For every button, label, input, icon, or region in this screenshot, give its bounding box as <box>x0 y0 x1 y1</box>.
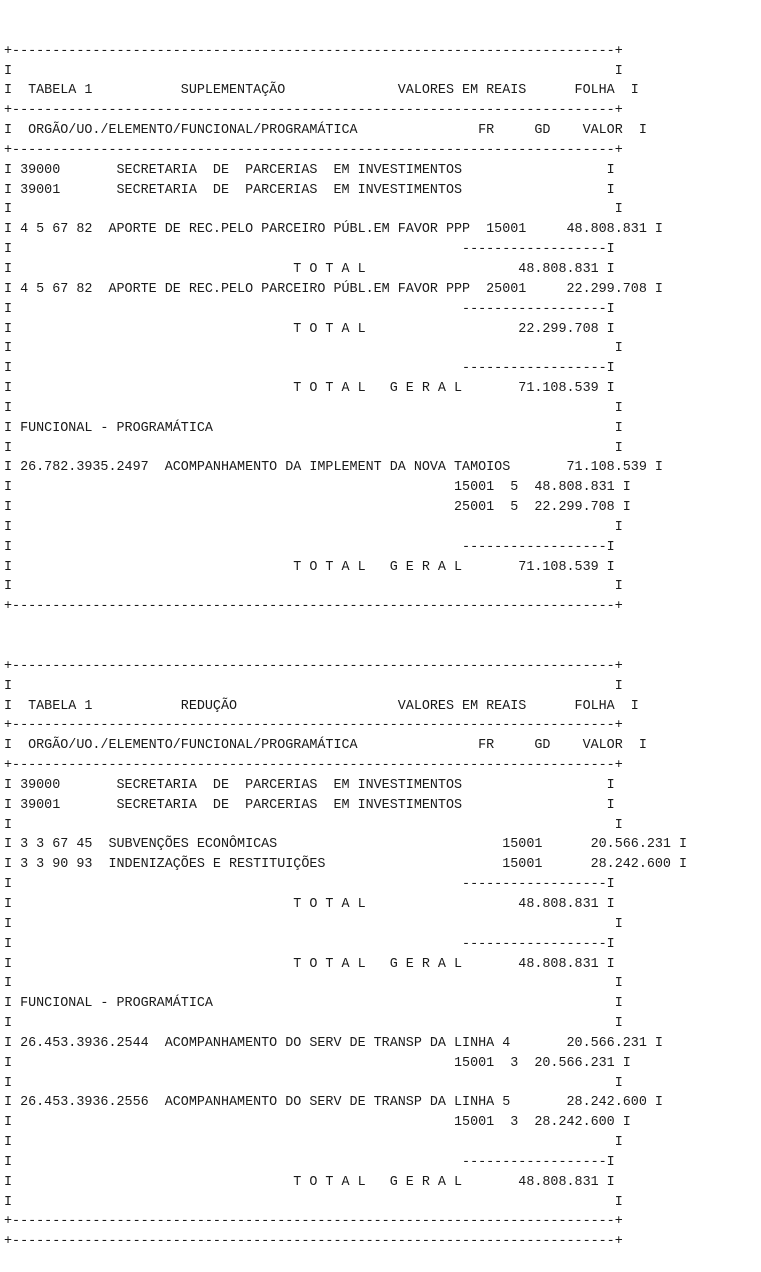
report-line: I T O T A L 48.808.831 I <box>4 261 615 277</box>
report-line: I I <box>4 1135 623 1151</box>
report-line: +---------------------------------------------------------------------------+ <box>4 758 623 774</box>
report-line: I 39001 SECRETARIA DE PARCERIAS EM INVESTIMENTOS I <box>4 182 615 198</box>
report-line: I 15001 3 28.242.600 I <box>4 1115 631 1131</box>
report-line: I 3 3 90 93 INDENIZAÇÕES E RESTITUIÇÕES 15001 28.242.600 I <box>4 857 688 873</box>
report-line: I I <box>4 341 623 357</box>
report-line: +---------------------------------------------------------------------------+ <box>4 43 623 59</box>
report-line: +---------------------------------------------------------------------------+ <box>4 718 623 734</box>
report-line: I 25001 5 22.299.708 I <box>4 500 631 516</box>
report-line: I 39000 SECRETARIA DE PARCERIAS EM INVESTIMENTOS I <box>4 162 615 178</box>
report-line: I TABELA 1 SUPLEMENTAÇÃO VALORES EM REAIS FOLHA I <box>4 83 639 99</box>
report-line: I I <box>4 519 623 535</box>
report-line: I T O T A L G E R A L 48.808.831 I <box>4 1174 615 1190</box>
report-line: I I <box>4 400 623 416</box>
report-line: I ------------------I <box>4 936 615 952</box>
report-line: I 4 5 67 82 APORTE DE REC.PELO PARCEIRO PÚBL.EM FAVOR PPP 15001 48.808.831 I <box>4 222 663 238</box>
report-line: I 26.453.3936.2556 ACOMPANHAMENTO DO SERV DE TRANSP DA LINHA 5 28.242.600 I <box>4 1095 663 1111</box>
report-line: I TABELA 1 REDUÇÃO VALORES EM REAIS FOLHA I <box>4 698 639 714</box>
report-line: I I <box>4 1075 623 1091</box>
report-line: I I <box>4 579 623 595</box>
section-suplementacao <box>4 42 761 617</box>
report-line: I ------------------I <box>4 877 615 893</box>
report-line: I 15001 5 48.808.831 I <box>4 480 631 496</box>
report-line: I ORGÃO/UO./ELEMENTO/FUNCIONAL/PROGRAMÁTICA FR GD VALOR I <box>4 123 647 139</box>
report-line: I ------------------I <box>4 539 615 555</box>
report-line: +---------------------------------------------------------------------------+ <box>4 1214 623 1230</box>
report-line: I T O T A L G E R A L 71.108.539 I <box>4 381 615 397</box>
report-line: I 4 5 67 82 APORTE DE REC.PELO PARCEIRO PÚBL.EM FAVOR PPP 25001 22.299.708 I <box>4 281 663 297</box>
report-line: I 26.782.3935.2497 ACOMPANHAMENTO DA IMPLEMENT DA NOVA TAMOIOS 71.108.539 I <box>4 460 663 476</box>
report-line: I I <box>4 916 623 932</box>
report-line: I FUNCIONAL - PROGRAMÁTICA I <box>4 996 623 1012</box>
report-line: I I <box>4 817 623 833</box>
report-line: I 26.453.3936.2544 ACOMPANHAMENTO DO SERV DE TRANSP DA LINHA 4 20.566.231 I <box>4 1035 663 1051</box>
report-line: I T O T A L G E R A L 71.108.539 I <box>4 559 615 575</box>
report-line: I ORGÃO/UO./ELEMENTO/FUNCIONAL/PROGRAMÁTICA FR GD VALOR I <box>4 738 647 754</box>
report-line: I I <box>4 678 623 694</box>
report-line: I T O T A L G E R A L 48.808.831 I <box>4 956 615 972</box>
report-line: I 15001 3 20.566.231 I <box>4 1055 631 1071</box>
section-reducao <box>4 657 761 1252</box>
report-line: I 3 3 67 45 SUBVENÇÕES ECONÔMICAS 15001 20.566.231 I <box>4 837 688 853</box>
report-line: I 39001 SECRETARIA DE PARCERIAS EM INVESTIMENTOS I <box>4 797 615 813</box>
report-line: I FUNCIONAL - PROGRAMÁTICA I <box>4 420 623 436</box>
report-line: I I <box>4 1016 623 1032</box>
report-line: I I <box>4 202 623 218</box>
report-line: +---------------------------------------------------------------------------+ <box>4 599 623 615</box>
report-line: I ------------------I <box>4 301 615 317</box>
report-line: I I <box>4 976 623 992</box>
report-line: I 39000 SECRETARIA DE PARCERIAS EM INVESTIMENTOS I <box>4 777 615 793</box>
report-line: +---------------------------------------------------------------------------+ <box>4 103 623 119</box>
report-line: +---------------------------------------------------------------------------+ <box>4 658 623 674</box>
report-line: I T O T A L 48.808.831 I <box>4 896 615 912</box>
report-line: I I <box>4 1194 623 1210</box>
report-line: I ------------------I <box>4 1154 615 1170</box>
report-line: I I <box>4 63 623 79</box>
report-line: I T O T A L 22.299.708 I <box>4 321 615 337</box>
report-line: I ------------------I <box>4 242 615 258</box>
report-line: I ------------------I <box>4 361 615 377</box>
report-line: +---------------------------------------------------------------------------+ <box>4 142 623 158</box>
report-line: +---------------------------------------------------------------------------+ <box>4 1234 623 1250</box>
report-line: I I <box>4 440 623 456</box>
